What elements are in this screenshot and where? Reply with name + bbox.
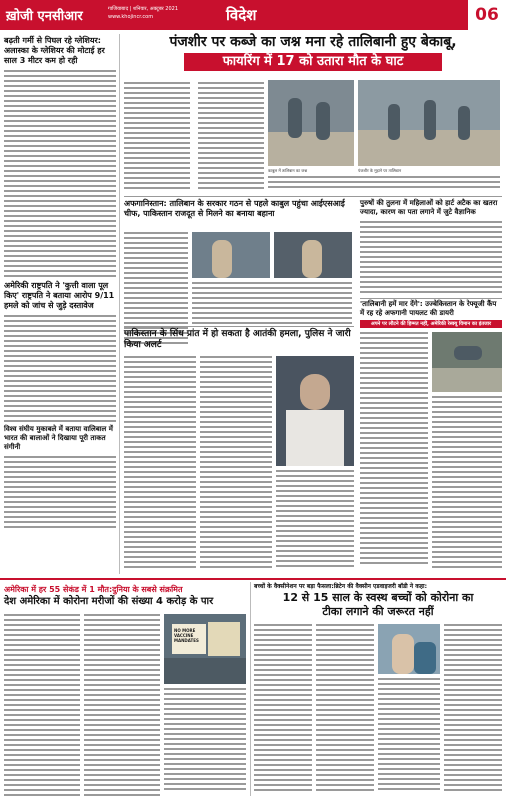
divider bbox=[124, 326, 354, 327]
afghan-story-header bbox=[124, 199, 352, 231]
child-vaccine-body-col2 bbox=[316, 624, 374, 794]
volleyball-headline: विश्व संघीय मुकाबले में बताया वालिबाल में भारत की बालाओं ने दिखाया पूरी ताकत संगीनी bbox=[4, 425, 113, 451]
diary-body-col1 bbox=[360, 332, 428, 567]
child-vaccine-kicker: बच्चों के वैक्सीनेशन पर बड़ा फैसला:ब्रिटेन की वैक्सीन एडवाइजरी बॉडी ने कहा: bbox=[254, 583, 427, 590]
divider bbox=[124, 196, 502, 197]
us-covid-headline2: देश अमेरिका में कोरोना मरीजों की संख्या 4 करोड़ के पार bbox=[4, 596, 214, 607]
child-vaccine-header bbox=[254, 583, 502, 619]
section-title: विदेश bbox=[226, 6, 257, 24]
taliban-photo-1 bbox=[268, 80, 354, 166]
us-covid-headline1: अमेरिका में हर 55 सेकंड में 1 मौत:दुनिया के सबसे संक्रमित bbox=[4, 585, 183, 594]
us-covid-body-col2 bbox=[84, 614, 160, 799]
protest-photo bbox=[164, 614, 246, 684]
protest-sign-text: NO MORE VACCINE MANDATES bbox=[174, 628, 199, 643]
afghan-headline: अफगानिस्तान: तालिबान के सरकार गठन से पहले काबुल पहुंचा आईएसआई चीफ, पाकिस्तान राजदूत से मिलने का बनाया बहाना bbox=[124, 199, 345, 218]
masthead bbox=[0, 0, 506, 30]
diary-subhead: अपने पर लौटने की हिम्मत नहीं, अमेरिकी रेस्क्यू विमान का इंतजार bbox=[360, 320, 502, 328]
issue-date: गाजियाबाद | शनिवार, अक्टूबर 2021 bbox=[108, 6, 179, 12]
women-story bbox=[360, 199, 502, 296]
us-president-body bbox=[4, 315, 116, 422]
sindh-body-col1 bbox=[124, 356, 196, 571]
photo-caption-1: काबुल में तालिबान का जश्न bbox=[268, 168, 308, 173]
child-vaccine-headline1: 12 से 15 साल के स्वस्थ बच्चों को कोरोना का bbox=[282, 591, 474, 604]
child-vaccine-photo bbox=[378, 624, 440, 674]
sindh-body-col3 bbox=[276, 470, 354, 570]
imran-khan-photo bbox=[276, 356, 354, 466]
us-covid-body-col1 bbox=[4, 614, 80, 799]
masthead-meta bbox=[108, 5, 178, 21]
women-headline: पुरुषों की तुलना में महिलाओं को हार्ट अटैक का खतरा ज्यादा, कारण का पता लगाने में जुटे वैज्ञानिक bbox=[360, 199, 498, 216]
photo-caption-2: पंजशीर के मुहाने पर तालिबान bbox=[358, 168, 402, 173]
child-vaccine-body-col3 bbox=[378, 678, 440, 793]
child-vaccine-body-col4 bbox=[444, 624, 502, 794]
website: www.khojincr.com bbox=[108, 14, 154, 20]
taliban-photo-2 bbox=[358, 80, 500, 166]
divider bbox=[360, 298, 502, 299]
sindh-story-header bbox=[124, 329, 354, 351]
glacier-headline: बढ़ती गर्मी से पिघल रहे ग्लेशियर: अलास्का के ग्लेशियर की मोटाई हर साल 3 मीटर कम हो रही bbox=[4, 36, 105, 65]
sindh-body-col2 bbox=[200, 356, 272, 571]
column-divider bbox=[119, 34, 120, 574]
us-covid-body-col3 bbox=[164, 688, 246, 793]
page-number: 06 bbox=[466, 0, 506, 30]
diary-story bbox=[360, 300, 502, 318]
top-story-body-left bbox=[124, 82, 264, 194]
left-column bbox=[4, 36, 116, 576]
diary-body-col2 bbox=[432, 396, 502, 571]
women-body bbox=[360, 221, 502, 293]
newspaper-brand: ख़ोजी एनसीआर bbox=[6, 9, 83, 24]
us-covid-header bbox=[4, 584, 244, 608]
volleyball-body bbox=[4, 456, 116, 528]
helicopter-photo bbox=[432, 332, 502, 392]
top-story-headline: पंजशीर पर कब्जे का जश्न मना रहे तालिबानी हुए बेकाबू, bbox=[169, 34, 457, 50]
glacier-body bbox=[4, 70, 116, 277]
afghan-body-col2 bbox=[192, 282, 352, 327]
column-divider bbox=[250, 582, 251, 796]
child-vaccine-body-col1 bbox=[254, 624, 312, 794]
top-story-subheadline: फायरिंग में 17 को उतारा मौत के घाट bbox=[184, 53, 442, 71]
child-vaccine-headline2: टीका लगाने की जरूरत नहीं bbox=[322, 605, 434, 618]
section-separator bbox=[0, 578, 506, 580]
top-story-body-right bbox=[268, 176, 500, 191]
isi-chief-photo bbox=[192, 232, 270, 278]
top-story-header bbox=[124, 34, 502, 76]
us-president-headline: अमेरिकी राष्ट्रपति ने 'कुत्ती वाला पूल किए' राष्ट्रपति ने बताया आरोप 9/11 हमले को जांच से जुड़े दस्तावेज bbox=[4, 281, 115, 310]
diary-headline: 'तालिबानी हमें मार देंगे': उज्बेकिस्तान के रेफ्यूजी कैंप में रह रहे अफगानी पायलट की डायरी bbox=[360, 300, 497, 317]
ambassador-photo bbox=[274, 232, 352, 278]
sindh-headline: पाकिस्तान के सिंध प्रांत में हो सकता है आतंकी हमला, पुलिस ने जारी किया अलर्ट bbox=[124, 329, 351, 350]
